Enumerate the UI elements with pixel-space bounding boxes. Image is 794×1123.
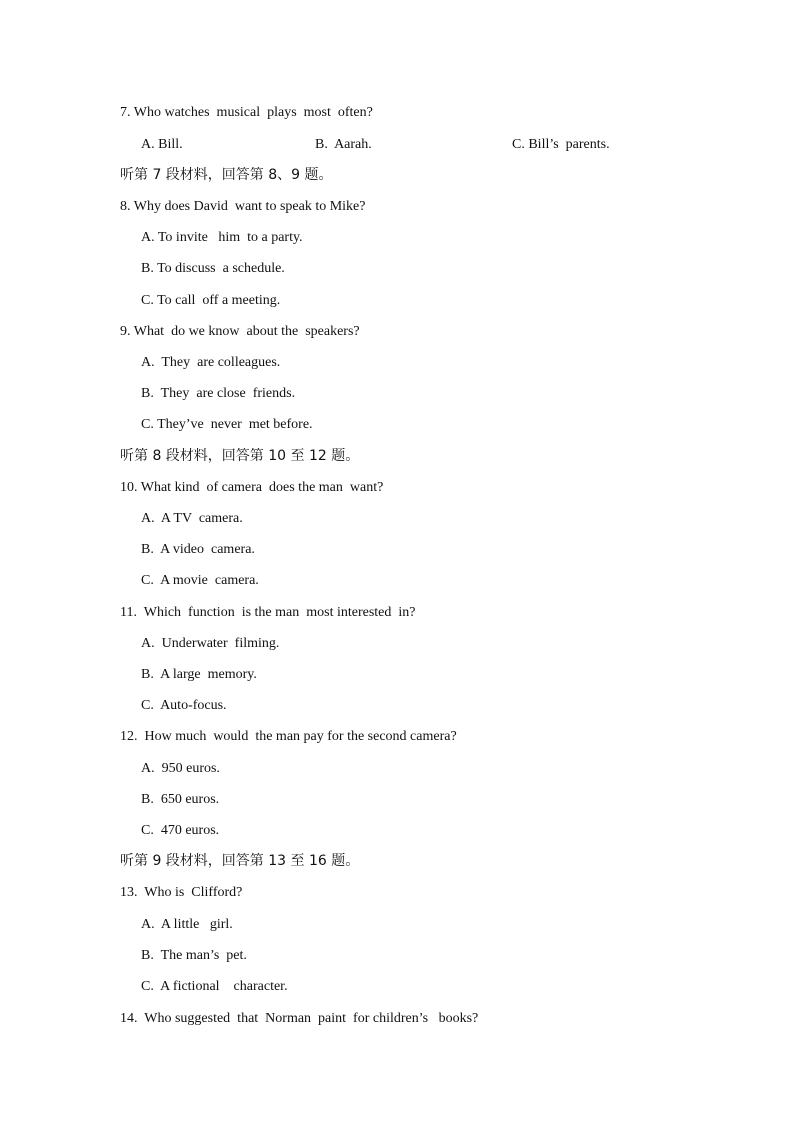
q13-option-c: C. A fictional character.	[141, 979, 288, 994]
q12-option-c: C. 470 euros.	[141, 823, 220, 838]
question-7: 7. Who watches musical plays most often?	[120, 105, 373, 120]
question-8: 8. Why does David want to speak to Mike?	[120, 199, 366, 214]
question-9: 9. What do we know about the speakers?	[120, 324, 360, 339]
question-14: 14. Who suggested that Norman paint for children’s books?	[120, 1011, 479, 1026]
section-heading-7: 听第 7 段材料，回答第 8、9 题。	[120, 167, 333, 183]
q7-option-b: B. Aarah.	[315, 137, 372, 152]
question-11: 11. Which function is the man most interested in?	[120, 605, 416, 620]
section-heading-9: 听第 9 段材料，回答第 13 至 16 题。	[120, 853, 360, 869]
q13-option-a: A. A little girl.	[141, 917, 233, 932]
q7-option-a: A. Bill.	[141, 137, 183, 152]
q9-option-c: C. They’ve never met before.	[141, 417, 313, 432]
question-7-options	[141, 136, 701, 154]
question-10: 10. What kind of camera does the man want?	[120, 480, 384, 495]
q11-option-a: A. Underwater filming.	[141, 636, 280, 651]
q8-option-b: B. To discuss a schedule.	[141, 261, 285, 276]
q11-option-c: C. Auto-focus.	[141, 698, 227, 713]
q12-option-b: B. 650 euros.	[141, 792, 220, 807]
q9-option-a: A. They are colleagues.	[141, 355, 281, 370]
section-heading-8: 听第 8 段材料，回答第 10 至 12 题。	[120, 448, 360, 464]
q10-option-a: A. A TV camera.	[141, 511, 243, 526]
q9-option-b: B. They are close friends.	[141, 386, 296, 401]
q11-option-b: B. A large memory.	[141, 667, 257, 682]
q12-option-a: A. 950 euros.	[141, 761, 220, 776]
q10-option-c: C. A movie camera.	[141, 573, 259, 588]
q7-option-c: C. Bill’s parents.	[512, 137, 610, 152]
q8-option-c: C. To call off a meeting.	[141, 293, 281, 308]
q8-option-a: A. To invite him to a party.	[141, 230, 303, 245]
q13-option-b: B. The man’s pet.	[141, 948, 247, 963]
q10-option-b: B. A video camera.	[141, 542, 255, 557]
question-13: 13. Who is Clifford?	[120, 885, 243, 900]
question-12: 12. How much would the man pay for the second camera?	[120, 729, 457, 744]
